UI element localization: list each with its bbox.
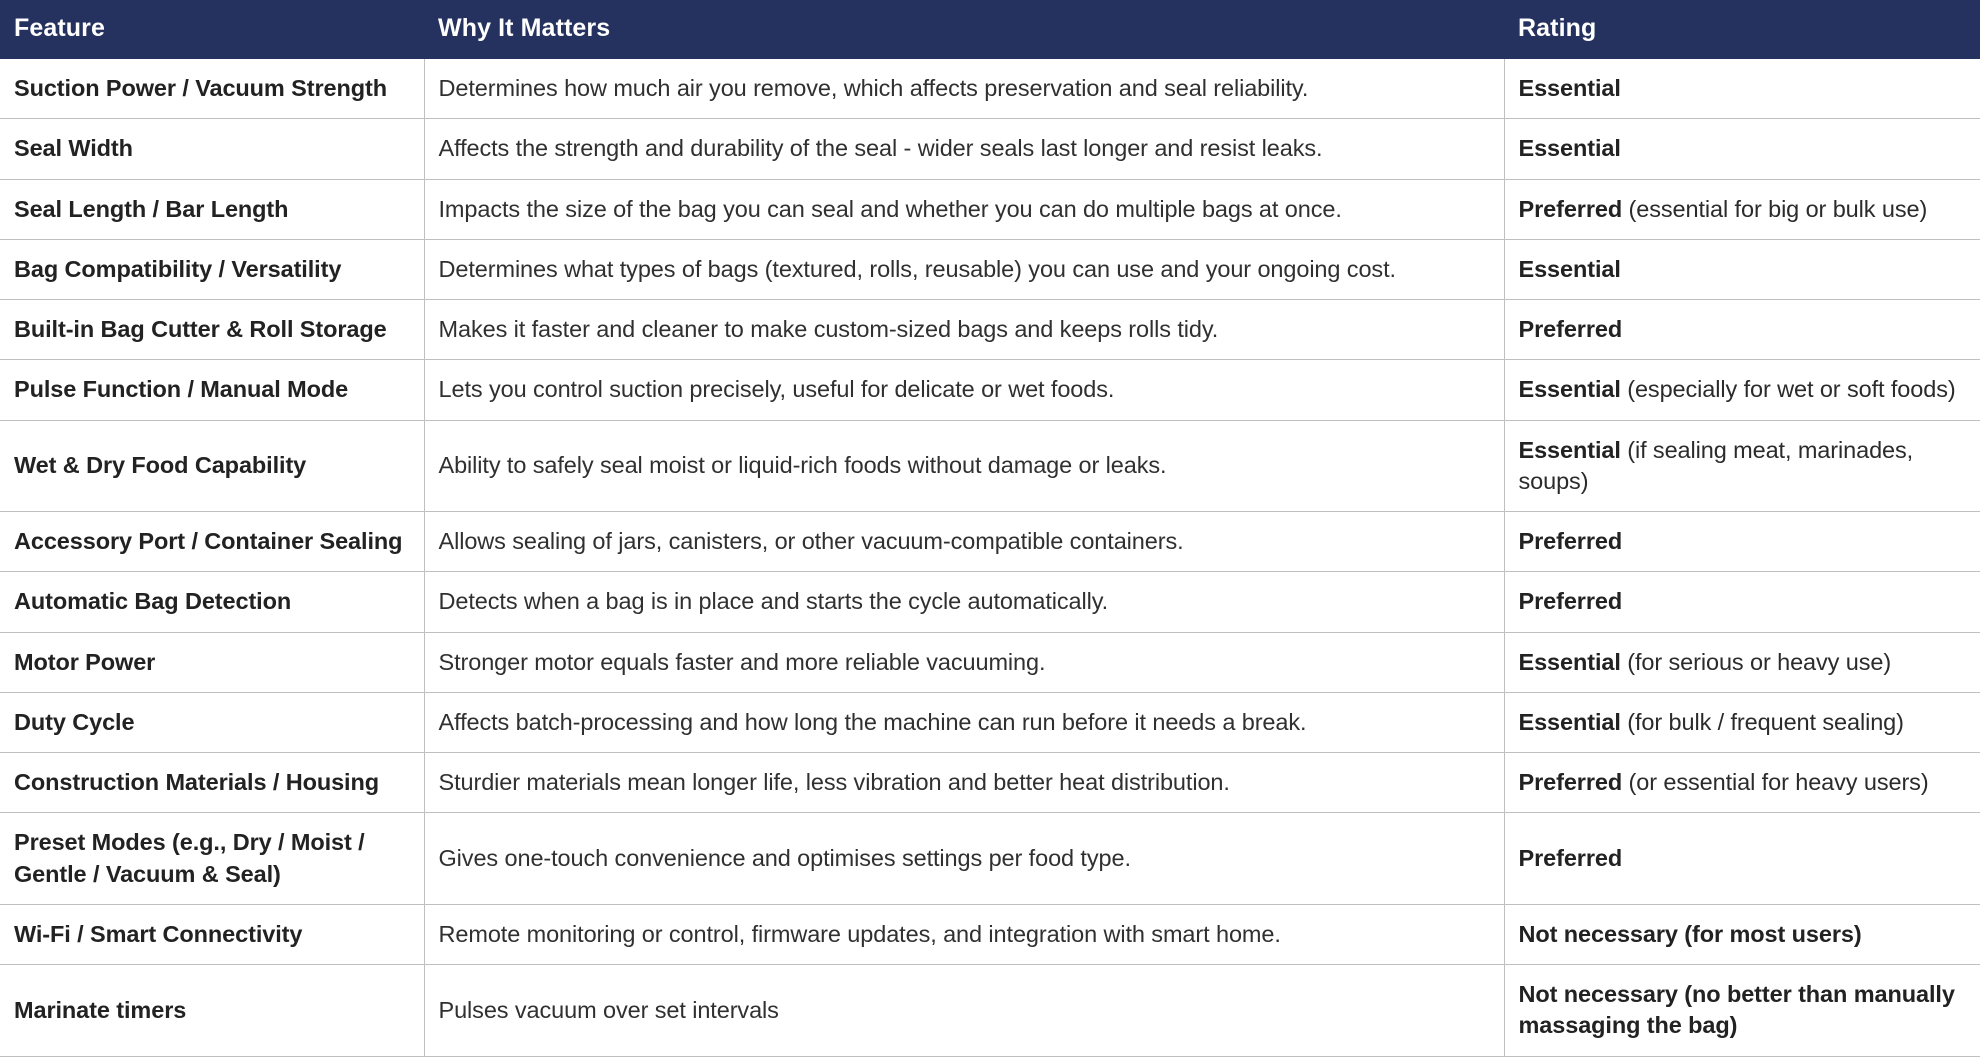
cell-why-it-matters: Determines how much air you remove, which affects preservation and seal reliability. — [424, 58, 1504, 119]
rating-label: Not necessary (for most users) — [1518, 920, 1862, 947]
table-row — [0, 813, 1980, 905]
cell-why-it-matters: Lets you control suction precisely, useful for delicate or wet foods. — [424, 360, 1504, 420]
cell-rating — [1504, 965, 1980, 1057]
table-row — [0, 119, 1980, 179]
cell-why-it-matters: Detects when a bag is in place and starts the cycle automatically. — [424, 572, 1504, 632]
cell-rating — [1504, 692, 1980, 752]
cell-feature: Seal Width — [0, 119, 424, 179]
rating-label: Preferred — [1518, 588, 1623, 615]
table-row — [0, 179, 1980, 239]
rating-label: Preferred — [1518, 844, 1623, 871]
cell-why-it-matters: Remote monitoring or control, firmware updates, and integration with smart home. — [424, 904, 1504, 964]
cell-rating — [1504, 904, 1980, 964]
rating-label: Essential — [1518, 255, 1621, 282]
cell-rating — [1504, 512, 1980, 572]
table-header — [0, 0, 1980, 58]
table-row — [0, 300, 1980, 360]
cell-why-it-matters: Affects batch-processing and how long the machine can run before it needs a break. — [424, 692, 1504, 752]
table-row — [0, 572, 1980, 632]
cell-why-it-matters: Impacts the size of the bag you can seal and whether you can do multiple bags at once. — [424, 179, 1504, 239]
cell-why-it-matters: Sturdier materials mean longer life, less vibration and better heat distribution. — [424, 753, 1504, 813]
table-body — [0, 58, 1980, 1056]
table-header-row — [0, 0, 1980, 58]
cell-feature: Seal Length / Bar Length — [0, 179, 424, 239]
column-header-why-it-matters: Why It Matters — [424, 0, 1504, 58]
cell-feature: Wet & Dry Food Capability — [0, 420, 424, 512]
cell-feature: Automatic Bag Detection — [0, 572, 424, 632]
cell-feature: Marinate timers — [0, 965, 424, 1057]
rating-qualifier: (if sealing meat, marinades, soups) — [1518, 436, 1914, 494]
cell-why-it-matters: Allows sealing of jars, canisters, or other vacuum-compatible containers. — [424, 512, 1504, 572]
rating-label: Essential — [1518, 376, 1621, 403]
rating-label: Preferred — [1518, 769, 1623, 795]
table-row — [0, 692, 1980, 752]
table-row — [0, 420, 1980, 512]
cell-rating — [1504, 632, 1980, 692]
table-row — [0, 512, 1980, 572]
table-row — [0, 904, 1980, 964]
cell-why-it-matters: Pulses vacuum over set intervals — [424, 965, 1504, 1057]
rating-label: Essential — [1518, 436, 1621, 463]
rating-label: Essential — [1518, 75, 1621, 101]
rating-label: Essential — [1518, 135, 1621, 162]
rating-label: Essential — [1518, 708, 1621, 735]
cell-rating — [1504, 753, 1980, 813]
rating-label: Preferred — [1518, 316, 1623, 342]
cell-rating — [1504, 813, 1980, 905]
cell-feature: Duty Cycle — [0, 692, 424, 752]
cell-rating — [1504, 420, 1980, 512]
cell-rating — [1504, 58, 1980, 119]
rating-qualifier: (especially for wet or soft foods) — [1620, 376, 1956, 403]
cell-rating — [1504, 572, 1980, 632]
table-row — [0, 360, 1980, 420]
rating-qualifier: (or essential for heavy users) — [1622, 769, 1929, 795]
cell-why-it-matters: Ability to safely seal moist or liquid-rich foods without damage or leaks. — [424, 420, 1504, 512]
cell-rating — [1504, 119, 1980, 179]
cell-rating — [1504, 360, 1980, 420]
column-header-rating: Rating — [1504, 0, 1980, 58]
rating-label: Not necessary (no better than manually massaging the bag) — [1518, 981, 1955, 1039]
cell-feature: Pulse Function / Manual Mode — [0, 360, 424, 420]
cell-rating — [1504, 179, 1980, 239]
cell-feature: Suction Power / Vacuum Strength — [0, 58, 424, 119]
cell-why-it-matters: Stronger motor equals faster and more reliable vacuuming. — [424, 632, 1504, 692]
table-row — [0, 239, 1980, 299]
column-header-feature: Feature — [0, 0, 424, 58]
table-row — [0, 753, 1980, 813]
table-row — [0, 632, 1980, 692]
cell-feature: Accessory Port / Container Sealing — [0, 512, 424, 572]
rating-label: Preferred — [1518, 195, 1623, 222]
cell-rating — [1504, 300, 1980, 360]
rating-label: Preferred — [1518, 528, 1623, 554]
cell-feature: Construction Materials / Housing — [0, 753, 424, 813]
cell-why-it-matters: Affects the strength and durability of the seal - wider seals last longer and resist leaks. — [424, 119, 1504, 179]
rating-qualifier: (essential for big or bulk use) — [1622, 195, 1928, 222]
rating-qualifier: (for bulk / frequent sealing) — [1620, 708, 1904, 735]
cell-feature: Bag Compatibility / Versatility — [0, 239, 424, 299]
cell-rating — [1504, 239, 1980, 299]
cell-why-it-matters: Makes it faster and cleaner to make custom-sized bags and keeps rolls tidy. — [424, 300, 1504, 360]
cell-feature: Built-in Bag Cutter & Roll Storage — [0, 300, 424, 360]
cell-why-it-matters: Determines what types of bags (textured, rolls, reusable) you can use and your ongoing cost. — [424, 239, 1504, 299]
rating-label: Essential — [1518, 648, 1621, 675]
table-row — [0, 58, 1980, 119]
rating-qualifier: (for serious or heavy use) — [1620, 648, 1892, 675]
table-row — [0, 965, 1980, 1057]
cell-feature: Preset Modes (e.g., Dry / Moist / Gentle / Vacuum & Seal) — [0, 813, 424, 905]
cell-feature: Motor Power — [0, 632, 424, 692]
cell-why-it-matters: Gives one-touch convenience and optimises settings per food type. — [424, 813, 1504, 905]
cell-feature: Wi-Fi / Smart Connectivity — [0, 904, 424, 964]
